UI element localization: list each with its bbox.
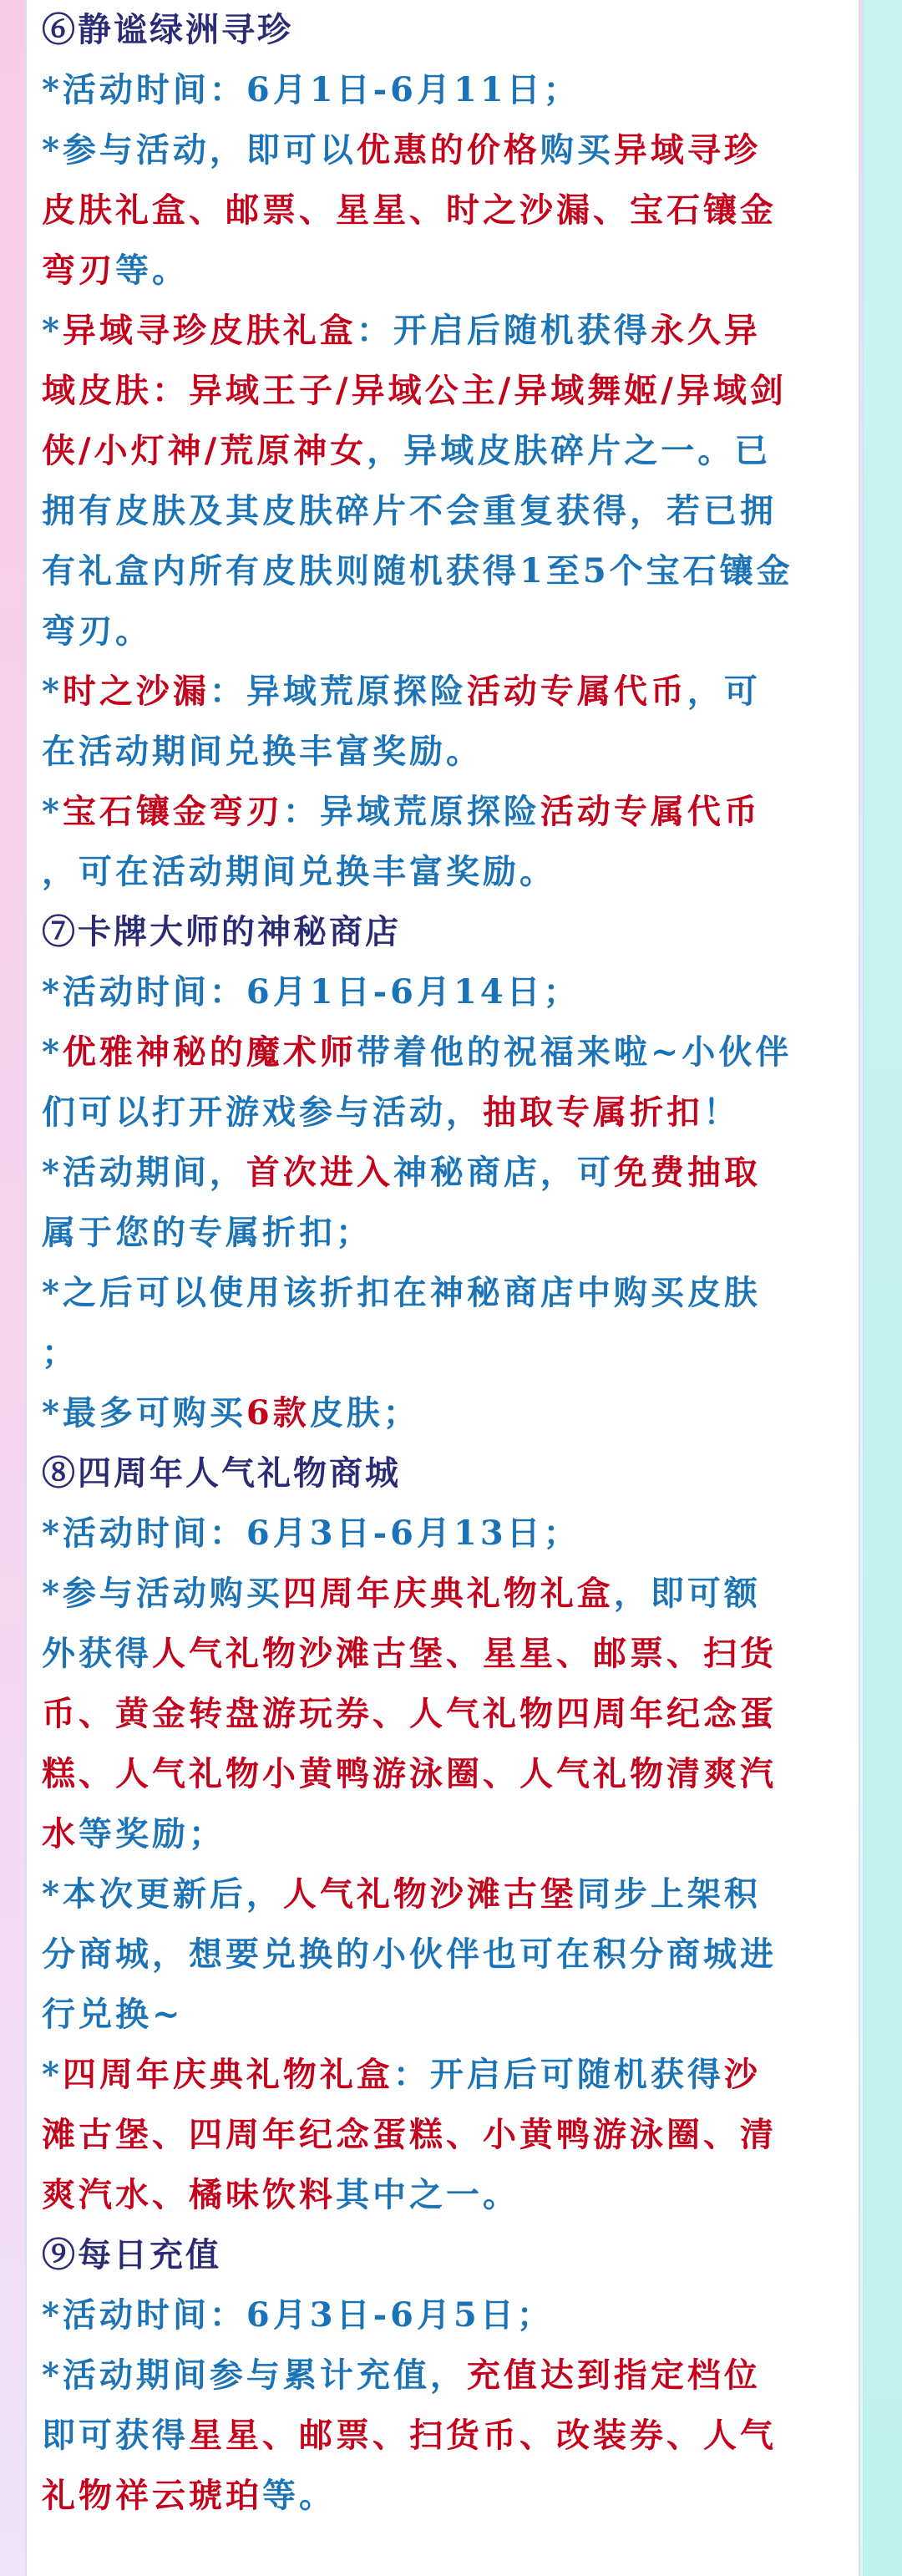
body-text: 其中之一。	[336, 2175, 519, 2214]
article-line	[42, 60, 845, 120]
body-text: ；	[42, 1333, 79, 1372]
heading-text: ⑥静谧绿洲寻珍	[42, 10, 293, 49]
highlight-text: 弯刃	[42, 251, 115, 290]
body-text: 即可获得	[42, 2416, 189, 2455]
body-text: *	[42, 792, 63, 831]
article-line	[42, 962, 845, 1022]
highlight-text: 优雅神秘的魔术师	[62, 1032, 357, 1072]
highlight-text: 域皮肤：异域王子/异域公主/异域舞姬/异域剑	[42, 371, 787, 410]
article-line	[42, 1985, 845, 2045]
body-text: 在活动期间兑换丰富奖励。	[42, 732, 483, 771]
heading-text: ⑧四周年人气礼物商城	[42, 1453, 401, 1493]
article-lines	[42, 0, 845, 2526]
body-text: 等。	[262, 2476, 336, 2515]
body-text: 购买	[540, 130, 614, 170]
article-line	[42, 1804, 845, 1864]
body-text: 皮肤；	[309, 1393, 420, 1433]
body-text: ，异域皮肤碎片之一。已	[367, 431, 772, 470]
highlight-text: 活动专属代币	[540, 792, 761, 831]
highlight-text: 优惠的价格	[356, 130, 540, 170]
body-text: ！	[703, 1093, 740, 1132]
body-text: 同步上架积	[576, 1874, 761, 1914]
section-heading	[42, 1443, 845, 1504]
article-content	[25, 0, 860, 2576]
highlight-text: 6款	[246, 1393, 310, 1433]
article-line	[42, 782, 845, 842]
highlight-text: 爽汽水、橘味饮料	[42, 2175, 336, 2214]
highlight-text: 星星、邮票、扫货币、改装券、人气	[189, 2416, 777, 2455]
article-line	[42, 1383, 845, 1443]
body-text: *之后可以使用该折扣在神秘商店中购买皮肤	[42, 1273, 761, 1312]
body-text: ，可在活动期间兑换丰富奖励。	[42, 852, 556, 891]
highlight-text: 人气礼物沙滩古堡、星星、邮票、扫货	[152, 1634, 777, 1673]
article-line	[42, 541, 845, 601]
highlight-text: 侠/小灯神/荒原神女	[42, 431, 367, 470]
article-line	[42, 1323, 845, 1383]
highlight-text: 永久异	[650, 311, 761, 350]
article-line	[42, 481, 845, 541]
highlight-text: 活动专属代币	[466, 672, 687, 711]
article-line	[42, 722, 845, 782]
article-line	[42, 1504, 845, 1564]
highlight-text: 滩古堡、四周年纪念蛋糕、小黄鸭游泳圈、清	[42, 2115, 777, 2154]
article-line	[42, 2285, 845, 2345]
heading-text: ⑨每日充值	[42, 2235, 221, 2274]
section-heading	[42, 902, 845, 962]
body-text: ：开启后随机获得	[356, 311, 651, 350]
body-text: 外获得	[42, 1634, 152, 1673]
body-text: 分商城，想要兑换的小伙伴也可在积分商城进	[42, 1935, 777, 1974]
article-line	[42, 842, 845, 902]
article-line	[42, 1744, 845, 1804]
body-text: 行兑换~	[42, 1995, 184, 2034]
body-text: 拥有皮肤及其皮肤碎片不会重复获得，若已拥	[42, 491, 777, 530]
highlight-text: 沙	[723, 2055, 761, 2094]
highlight-text: 礼物祥云琥珀	[42, 2476, 262, 2515]
highlight-text: 时之沙漏	[62, 672, 210, 711]
highlight-text: 水	[42, 1814, 79, 1853]
article-line	[42, 601, 845, 662]
article-line	[42, 1924, 845, 1985]
article-line	[42, 421, 845, 481]
article-line	[42, 1564, 845, 1624]
highlight-text: 抽取专属折扣	[483, 1093, 703, 1132]
article-line	[42, 2406, 845, 2466]
article-line	[42, 2045, 845, 2105]
body-text: 弯刃。	[42, 611, 152, 651]
left-decorative-strip	[0, 0, 25, 2576]
body-text: ：异域荒原探险	[209, 672, 467, 711]
article-line	[42, 361, 845, 421]
article-line	[42, 1143, 845, 1203]
article-line	[42, 1624, 845, 1684]
body-text: 等奖励；	[79, 1814, 226, 1853]
body-text: *活动时间：6月3日-6月5日；	[42, 2295, 554, 2335]
body-text: *	[42, 672, 63, 711]
body-text: *活动时间：6月1日-6月11日；	[42, 70, 580, 109]
highlight-text: 异域寻珍皮肤礼盒	[62, 311, 357, 350]
highlight-text: 四周年庆典礼物礼盒	[62, 2055, 393, 2094]
highlight-text: 充值达到指定档位	[466, 2355, 761, 2395]
article-line	[42, 1864, 845, 1924]
body-text: ，可	[687, 672, 761, 711]
body-text: 有礼盒内所有皮肤则随机获得1至5个宝石镶金	[42, 551, 793, 591]
heading-text: ⑦卡牌大师的神秘商店	[42, 912, 401, 951]
article-line	[42, 2165, 845, 2225]
highlight-text: 免费抽取	[613, 1153, 761, 1192]
body-text: *	[42, 2055, 63, 2094]
body-text: 带着他的祝福来啦~小伙伴	[356, 1032, 793, 1072]
body-text: 们可以打开游戏参与活动，	[42, 1093, 483, 1132]
body-text: *最多可购买	[42, 1393, 246, 1433]
body-text: *参与活动，即可以	[42, 130, 357, 170]
body-text: *	[42, 1032, 63, 1072]
highlight-text: 异域寻珍	[613, 130, 761, 170]
body-text: 神秘商店，可	[393, 1153, 614, 1192]
article-line	[42, 1684, 845, 1744]
article-line	[42, 1263, 845, 1323]
body-text: ：异域荒原探险	[282, 792, 540, 831]
body-text: *活动时间：6月3日-6月13日；	[42, 1514, 580, 1553]
highlight-text: 宝石镶金弯刃	[62, 792, 283, 831]
article-line	[42, 2466, 845, 2526]
highlight-text: 币、黄金转盘游玩券、人气礼物四周年纪念蛋	[42, 1694, 777, 1733]
section-heading	[42, 2225, 845, 2285]
article-line	[42, 1022, 845, 1083]
article-line	[42, 180, 845, 241]
article-line	[42, 2105, 845, 2165]
article-line	[42, 1083, 845, 1143]
body-text: ，即可额	[613, 1574, 761, 1613]
highlight-text: 首次进入	[246, 1153, 393, 1192]
body-text: *活动期间参与累计充值，	[42, 2355, 467, 2395]
article-line	[42, 2345, 845, 2406]
body-text: *参与活动购买	[42, 1574, 283, 1613]
body-text: 等。	[115, 251, 189, 290]
highlight-text: 皮肤礼盒、邮票、星星、时之沙漏、宝石镶金	[42, 190, 777, 230]
highlight-text: 四周年庆典礼物礼盒	[282, 1574, 614, 1613]
article-line	[42, 662, 845, 722]
highlight-text: 人气礼物沙滩古堡	[282, 1874, 577, 1914]
section-heading	[42, 0, 845, 60]
body-text: ：开启后可随机获得	[393, 2055, 724, 2094]
article-line	[42, 301, 845, 361]
body-text: *活动时间：6月1日-6月14日；	[42, 972, 580, 1012]
body-text: 属于您的专属折扣；	[42, 1213, 372, 1252]
article-line	[42, 120, 845, 180]
body-text: *本次更新后，	[42, 1874, 283, 1914]
article-line	[42, 1203, 845, 1263]
body-text: *活动期间，	[42, 1153, 246, 1192]
highlight-text: 糕、人气礼物小黄鸭游泳圈、人气礼物清爽汽	[42, 1754, 777, 1793]
body-text: *	[42, 311, 63, 350]
article-line	[42, 241, 845, 301]
right-decorative-strip	[863, 0, 902, 2576]
